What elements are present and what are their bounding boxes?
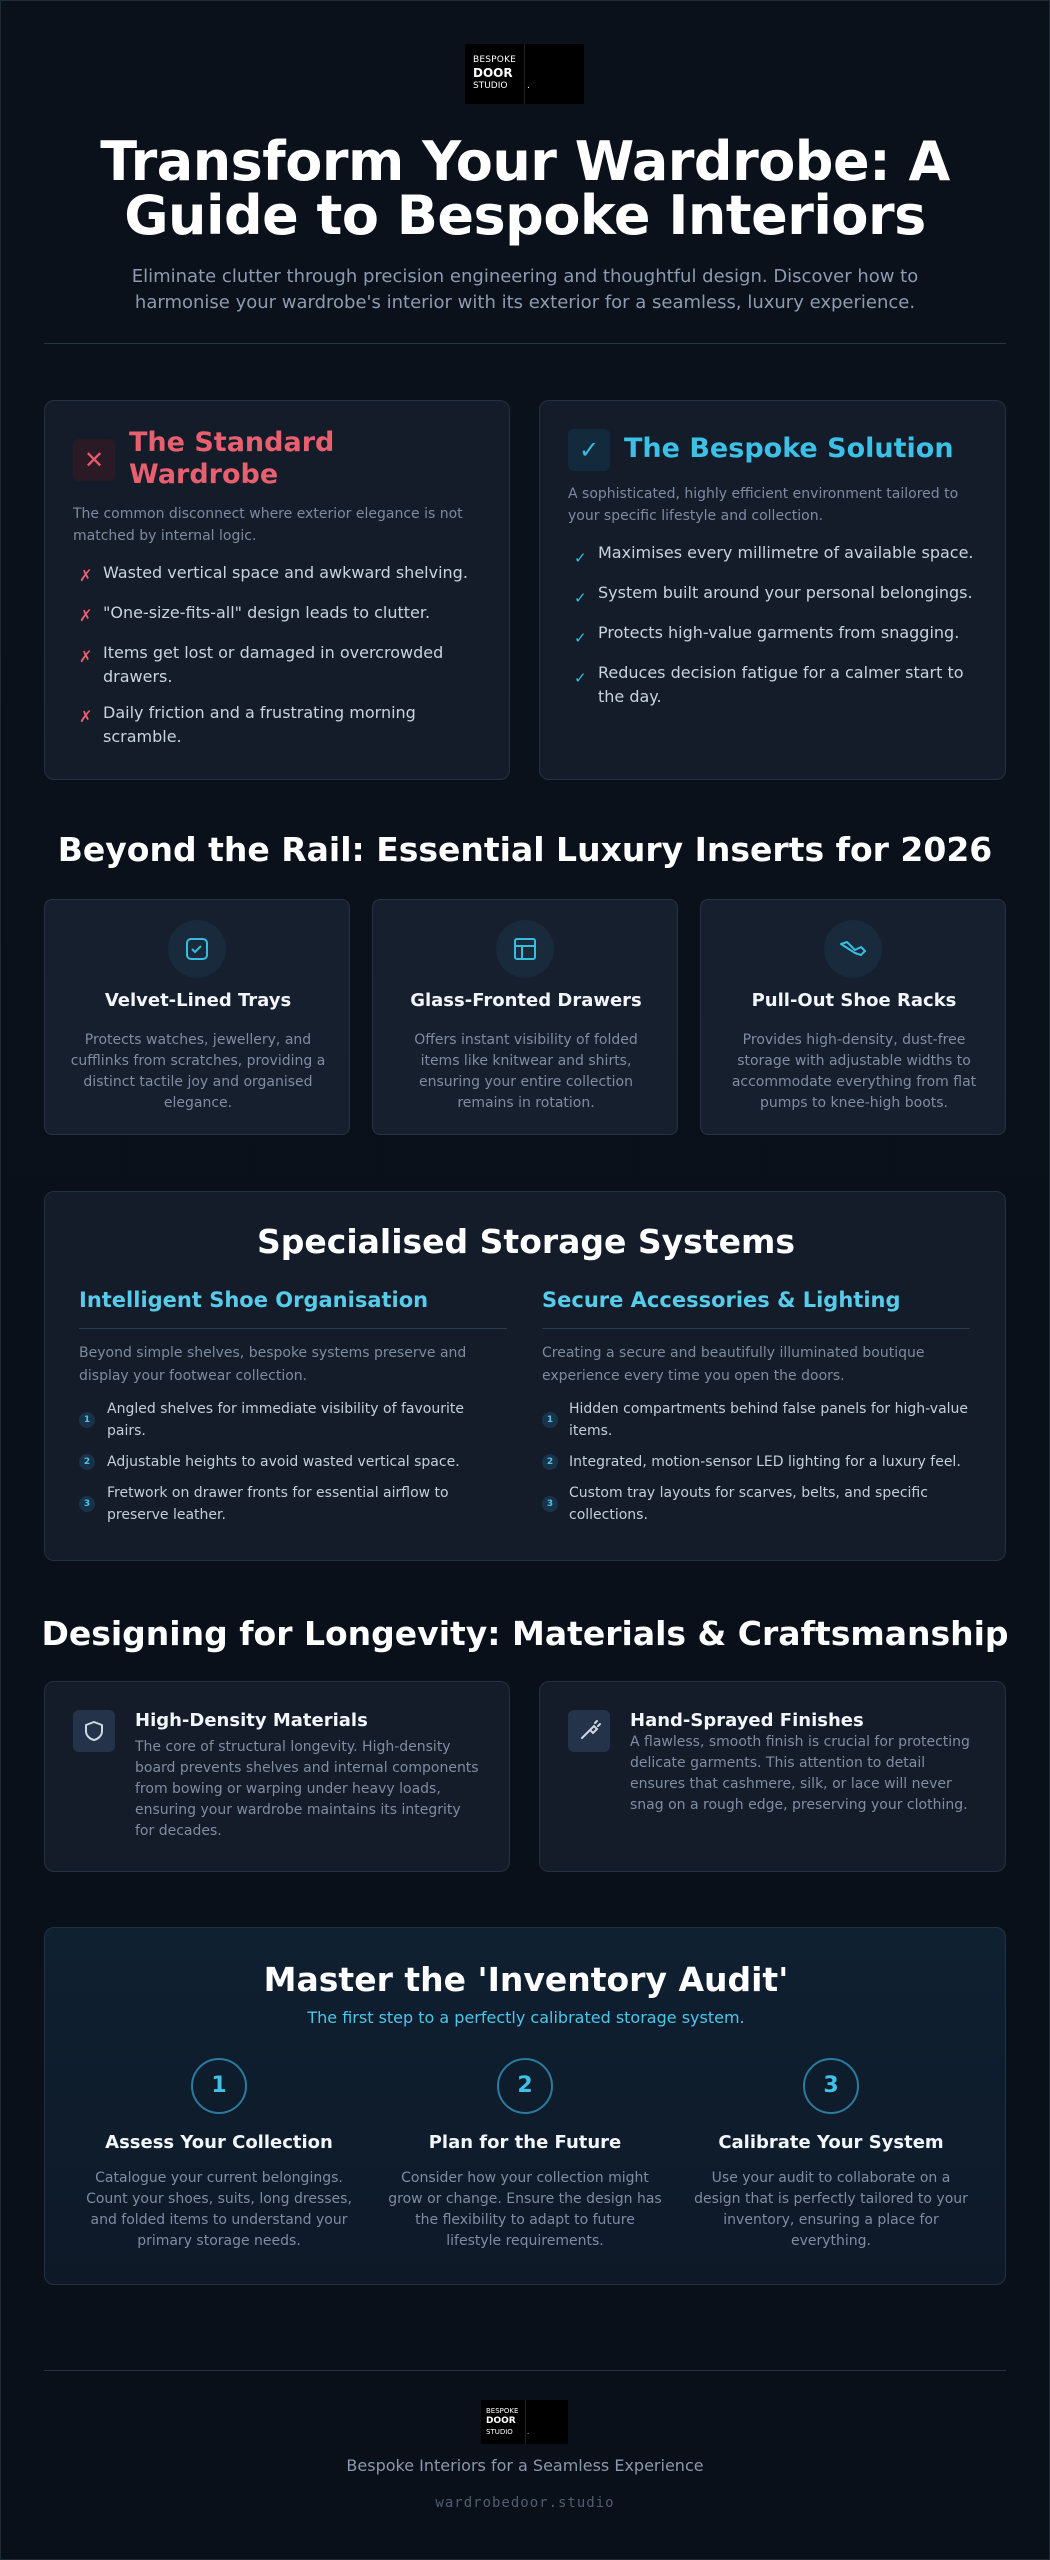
storage-systems-card [44,1191,1006,1561]
step-number: 1 [191,2058,247,2114]
finishes-title: Hand-Sprayed Finishes [630,1710,864,1731]
list-item: Maximises every millimetre of available space. [598,543,974,562]
insert-title: Pull-Out Shoe Racks [751,990,957,1011]
divider [44,2370,1006,2371]
page-subtitle: Eliminate clutter through precision engineering and thoughtful design. Discover how to harmonise your wardrobe's interior with its exterior for a seamless, luxury experience. [131,266,919,313]
step-description: Catalogue your current belongings. Count your shoes, suits, long dresses, and folded items to understand your primary storage needs. [86,2170,352,2249]
list-item: Angled shelves for immediate visibility of favourite pairs. [107,1401,464,1439]
x-icon: ✕ [73,439,115,481]
list-item: "One-size-fits-all" design leads to clutter. [103,603,431,622]
cross-mark-icon: ✗ [79,647,93,666]
shoe-icon [824,920,882,978]
finishes-card [539,1681,1006,1872]
accessories-lighting-title: Secure Accessories & Lighting [542,1288,901,1312]
tray-icon [168,920,226,978]
bespoke-solution-card [539,400,1006,780]
accessories-lighting-description: Creating a secure and beautifully illuminated boutique experience every time you open the doors. [542,1345,925,1384]
audit-subtitle: The first step to a perfectly calibrated storage system. [307,2008,745,2027]
footer-url[interactable]: wardrobedoor.studio [435,2495,615,2511]
logo-divider [525,2400,526,2444]
checkmark-icon: ✓ [574,549,587,567]
insert-description: Protects watches, jewellery, and cufflinks from scratches, providing a distinct tactile joy and organised elegance. [70,1032,326,1111]
list-item: Integrated, motion-sensor LED lighting for a luxury feel. [569,1454,961,1470]
page-title: Transform Your Wardrobe: A Guide to Bespoke Interiors [100,130,950,247]
list-item: Protects high-value garments from snagging. [598,623,960,642]
step-description: Use your audit to collaborate on a design that is perfectly tailored to your inventory, ensuring a place for everything. [694,2170,968,2249]
step-title: Assess Your Collection [105,2132,333,2153]
list-item: Adjustable heights to avoid wasted vertical space. [107,1454,460,1470]
check-icon: ✓ [568,429,610,471]
divider [79,1328,507,1329]
materials-description: The core of structural longevity. High-density board prevents shelves and internal components from bowing or warping under heavy loads, ensuring your wardrobe maintains its integrity for decades. [135,1739,479,1839]
shield-icon [73,1710,115,1752]
shoe-organisation-title: Intelligent Shoe Organisation [79,1288,429,1312]
bespoke-title: The Bespoke Solution [624,433,954,464]
list-item: System built around your personal belongings. [598,583,973,602]
logo-mark: . [527,2428,530,2436]
logo-text-3: STUDIO [473,81,508,91]
step-number: 3 [803,2058,859,2114]
brand-logo[interactable] [465,44,584,104]
audit-title: Master the 'Inventory Audit' [263,1960,789,1999]
logo-text-2: DOOR [473,66,513,80]
divider [542,1328,970,1329]
standard-title: The Standard Wardrobe [129,427,335,490]
number-badge: 2 [79,1454,95,1470]
insert-description: Offers instant visibility of folded items like knitwear and shirts, ensuring your entire collection remains in rotation. [414,1032,638,1111]
finishes-description: A flawless, smooth finish is crucial for protecting delicate garments. This attention to detail ensures that cashmere, silk, or lace will never snag on a rough edge, preserving your clothing. [630,1734,970,1813]
list-item: Fretwork on drawer fronts for essential airflow to preserve leather. [107,1485,449,1523]
standard-wardrobe-card [44,400,510,780]
divider [44,343,1006,344]
insert-card-shoe-racks [700,899,1006,1135]
storage-section-title: Specialised Storage Systems [256,1222,796,1261]
list-item: Daily friction and a frustrating morning scramble. [103,703,416,746]
spray-icon [568,1710,610,1752]
cross-mark-icon: ✗ [79,606,93,625]
list-item: Hidden compartments behind false panels for high-value items. [569,1401,969,1439]
checkmark-icon: ✓ [574,669,587,687]
number-badge: 1 [79,1412,95,1428]
insert-title: Velvet-Lined Trays [104,990,292,1011]
checkmark-icon: ✓ [574,629,587,647]
cross-mark-icon: ✗ [79,566,93,585]
list-item: Custom tray layouts for scarves, belts, and specific collections. [569,1485,928,1523]
number-badge: 1 [542,1412,558,1428]
logo-text-1: BESPOKE [486,2407,519,2415]
shoe-organisation-description: Beyond simple shelves, bespoke systems preserve and display your footwear collection. [79,1345,467,1384]
bespoke-description: A sophisticated, highly efficient environment tailored to your specific lifestyle and collection. [568,486,959,524]
list-item: Reduces decision fatigue for a calmer start to the day. [598,663,964,706]
longevity-section-title: Designing for Longevity: Materials & Craftsmanship [41,1614,1009,1653]
cross-mark-icon: ✗ [79,707,93,726]
step-title: Calibrate Your System [718,2132,944,2153]
list-item: Wasted vertical space and awkward shelving. [103,563,468,582]
materials-title: High-Density Materials [135,1710,368,1731]
number-badge: 3 [542,1496,558,1512]
logo-text-3: STUDIO [486,2428,513,2436]
number-badge: 2 [542,1454,558,1470]
footer-logo[interactable] [481,2400,568,2444]
footer-tagline: Bespoke Interiors for a Seamless Experience [346,2456,704,2475]
step-title: Plan for the Future [428,2132,622,2153]
inserts-section-title: Beyond the Rail: Essential Luxury Inserts for 2026 [57,830,993,869]
insert-card-glass-drawers [372,899,678,1135]
logo-mark: . [527,81,530,91]
step-description: Consider how your collection might grow or change. Ensure the design has the flexibility to adapt to future lifestyle requirements. [388,2170,662,2249]
insert-description: Provides high-density, dust-free storage with adjustable widths to accommodate everything from flat pumps to knee-high boots. [731,1032,977,1111]
inventory-audit-panel [44,1927,1006,2285]
list-item: Items get lost or damaged in overcrowded drawers. [103,643,444,686]
logo-text-1: BESPOKE [473,55,517,65]
step-number: 2 [497,2058,553,2114]
logo-text-2: DOOR [486,2416,516,2426]
number-badge: 3 [79,1496,95,1512]
checkmark-icon: ✓ [574,589,587,607]
standard-description: The common disconnect where exterior elegance is not matched by internal logic. [73,506,463,544]
insert-title: Glass-Fronted Drawers [410,990,642,1011]
materials-card [44,1681,510,1872]
logo-divider [524,44,525,104]
insert-card-velvet-trays [44,899,350,1135]
drawer-icon [496,920,554,978]
